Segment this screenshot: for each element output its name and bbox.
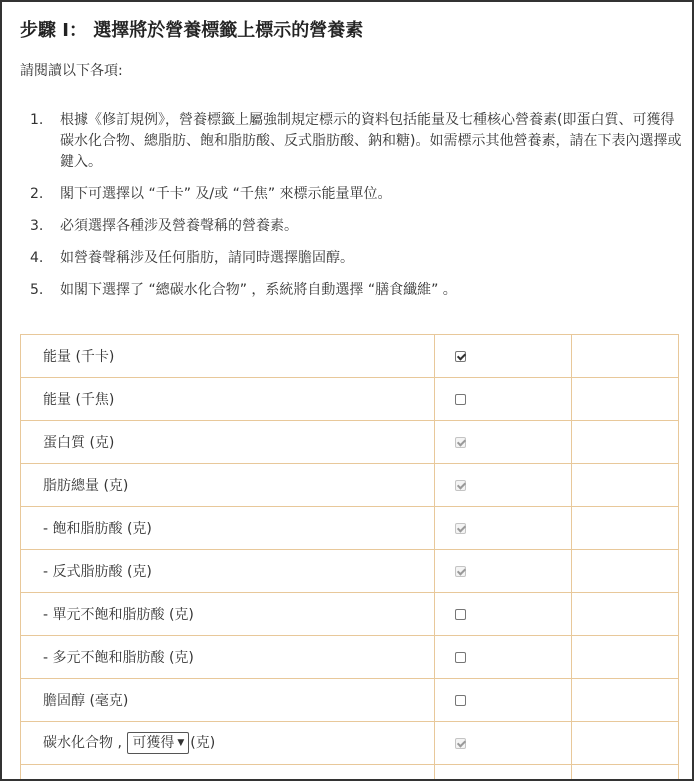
note-item: [30, 248, 682, 269]
note-number: 5.: [30, 282, 44, 298]
empty-cell: [435, 765, 572, 780]
nutrient-label: 脂肪總量 (克): [21, 464, 435, 507]
table-row: [21, 593, 679, 636]
carbohydrate-select-value: 可獲得: [132, 735, 175, 751]
note-text: 如營養聲稱涉及任何脂肪，請同時選擇膽固醇。: [60, 250, 354, 266]
extra-cell: [572, 464, 679, 507]
carbohydrate-type-select[interactable]: [127, 732, 189, 754]
carbohydrate-label-cell: [21, 722, 435, 765]
table-row: [21, 335, 679, 378]
nutrient-label: [21, 765, 435, 780]
note-number: 2.: [30, 186, 44, 202]
note-number: 4.: [30, 250, 44, 266]
table-row: [21, 679, 679, 722]
note-text: 閣下可選擇以 “千卡” 及/或 “千焦” 來標示能量單位。: [60, 186, 392, 202]
intro-text: 請閱讀以下各項:: [20, 63, 123, 79]
note-text: 根據《修訂規例》，營養標籤上屬強制規定標示的資料包括能量及七種核心營養素(即蛋白質、可獲得碳水化合物、總脂肪、飽和脂肪酸、反式脂肪酸、鈉和糖)。如需標示其他營養素，請在下表內選擇或鍵入。: [60, 112, 682, 170]
note-text: 如閣下選擇了 “總碳水化合物” ，系統將自動選擇 “膳食纖維” 。: [60, 282, 457, 298]
extra-cell: [572, 722, 679, 765]
extra-cell: [572, 335, 679, 378]
nutrient-label: 能量 (千焦): [21, 378, 435, 421]
nutrient-label: - 反式脂肪酸 (克): [21, 550, 435, 593]
table-row: [21, 722, 679, 765]
page: [2, 2, 692, 779]
note-text: 必須選擇各種涉及營養聲稱的營養素。: [60, 218, 298, 234]
extra-cell: [572, 679, 679, 722]
nutrient-checkbox[interactable]: [455, 695, 466, 706]
nutrient-checkbox: [455, 738, 466, 749]
nutrient-table: [20, 334, 679, 779]
table-row: [21, 464, 679, 507]
nutrient-label: - 單元不飽和脂肪酸 (克): [21, 593, 435, 636]
page-title: 步驟 I： 選擇將於營養標籤上標示的營養素: [20, 20, 364, 41]
table-row: [21, 765, 679, 780]
table-row: [21, 636, 679, 679]
nutrient-label: 膽固醇 (毫克): [21, 679, 435, 722]
extra-cell: [572, 550, 679, 593]
chevron-down-icon: ▼: [177, 738, 185, 748]
nutrient-checkbox: [455, 480, 466, 491]
note-item: [30, 280, 682, 301]
table-row: [21, 378, 679, 421]
carbohydrate-prefix: 碳水化合物 ,: [43, 735, 122, 751]
note-item: [30, 184, 682, 205]
nutrient-checkbox[interactable]: [455, 652, 466, 663]
nutrient-table-container: [20, 334, 679, 779]
carbohydrate-suffix: (克): [190, 735, 216, 751]
note-item: [30, 110, 682, 173]
note-item: [30, 216, 682, 237]
nutrient-checkbox[interactable]: [455, 351, 466, 362]
extra-cell: [572, 507, 679, 550]
nutrient-label: - 多元不飽和脂肪酸 (克): [21, 636, 435, 679]
nutrient-label: 能量 (千卡): [21, 335, 435, 378]
note-number: 1.: [30, 112, 44, 128]
nutrient-checkbox[interactable]: [455, 394, 466, 405]
nutrient-label: - 飽和脂肪酸 (克): [21, 507, 435, 550]
nutrient-checkbox[interactable]: [455, 609, 466, 620]
nutrient-checkbox: [455, 566, 466, 577]
note-number: 3.: [30, 218, 44, 234]
extra-cell: [572, 421, 679, 464]
extra-cell: [572, 636, 679, 679]
nutrient-checkbox: [455, 437, 466, 448]
table-row: [21, 421, 679, 464]
notes-list: [30, 110, 682, 312]
nutrient-label: 蛋白質 (克): [21, 421, 435, 464]
extra-cell: [572, 593, 679, 636]
nutrient-checkbox: [455, 523, 466, 534]
extra-cell: [572, 378, 679, 421]
extra-cell: [572, 765, 679, 780]
table-row: [21, 550, 679, 593]
table-row: [21, 507, 679, 550]
